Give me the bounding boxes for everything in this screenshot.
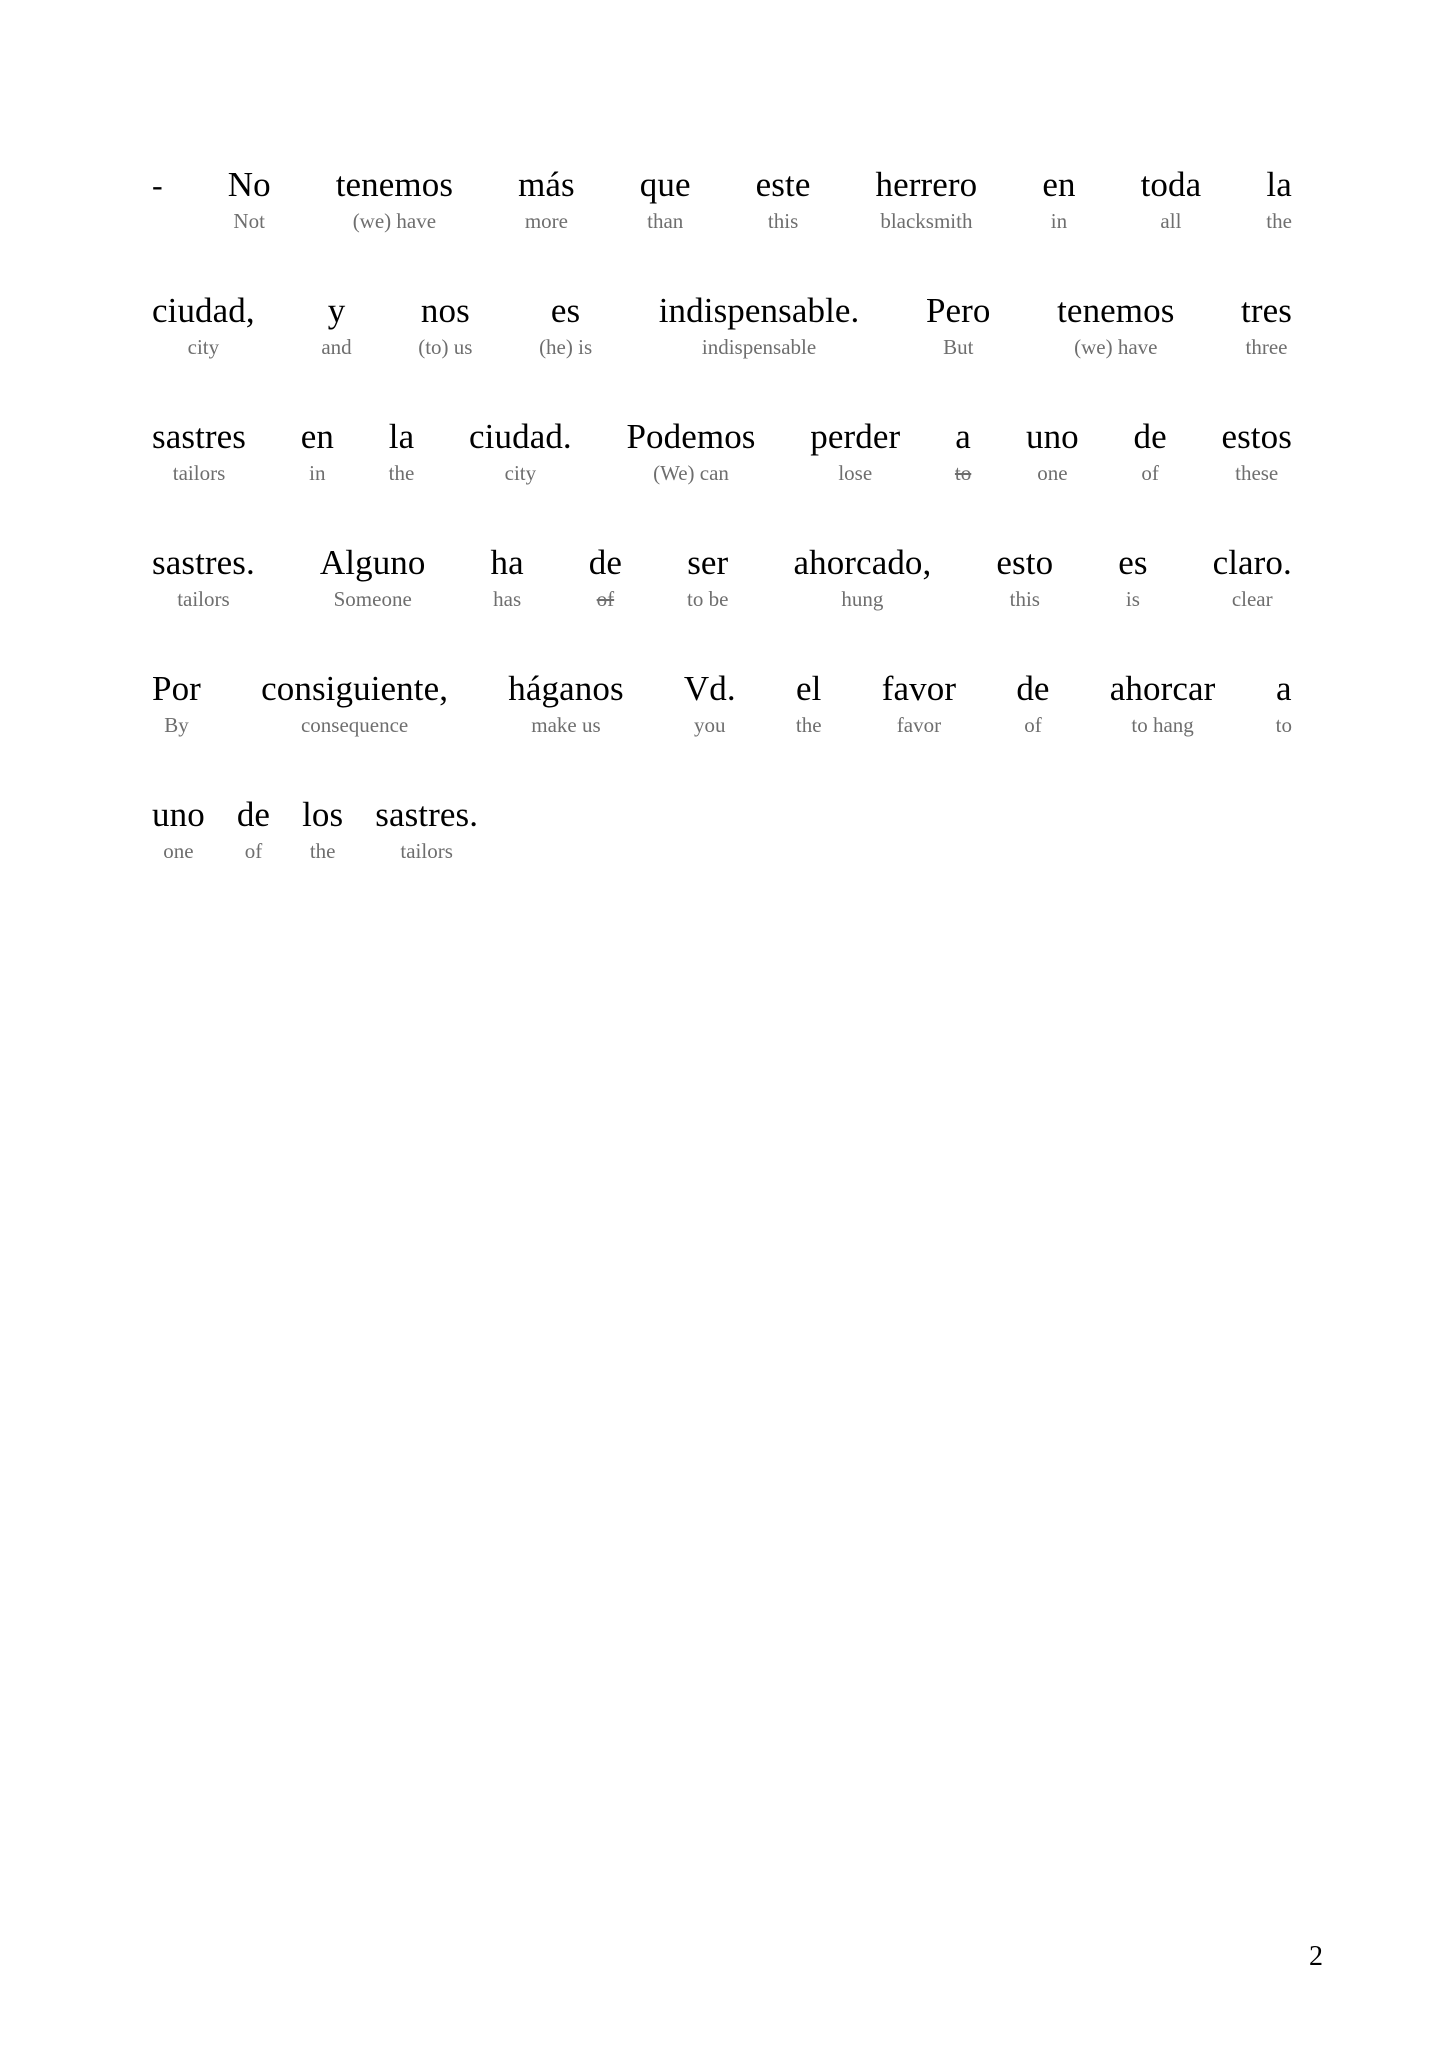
gloss-word: the (388, 461, 415, 485)
gloss-word: tailors (400, 839, 453, 863)
gloss-word-struck: of (596, 587, 615, 611)
gloss-word: But (943, 335, 974, 359)
gloss-word: city (187, 335, 220, 359)
gloss-pair (684, 669, 736, 739)
gloss-word: this (767, 209, 799, 233)
gloss-line (152, 165, 1292, 235)
gloss-word: Not (233, 209, 265, 233)
gloss-word: hung (841, 587, 884, 611)
gloss-pair (626, 417, 755, 487)
gloss-word: these (1235, 461, 1279, 485)
source-word: uno (152, 795, 205, 834)
source-word: consiguiente, (261, 669, 449, 708)
source-word: herrero (875, 165, 978, 204)
page-number: 2 (1309, 1941, 1323, 1972)
dialogue-dash-marker: - (152, 167, 163, 203)
gloss-word: this (1009, 587, 1040, 611)
source-word: los (302, 795, 344, 834)
source-word: No (227, 165, 271, 204)
gloss-word: one (163, 839, 194, 863)
gloss-pair (882, 669, 956, 739)
source-word: ser (687, 543, 729, 582)
gloss-word: you (694, 713, 726, 737)
source-word: de (1133, 417, 1167, 456)
gloss-line (152, 669, 1292, 739)
source-word: estos (1221, 417, 1292, 456)
gloss-pair (955, 417, 971, 487)
gloss-pair (796, 669, 822, 739)
gloss-pair (375, 795, 478, 865)
gloss-word: the (309, 839, 336, 863)
gloss-pair (1110, 669, 1216, 739)
gloss-word: consequence (300, 713, 409, 737)
source-word: el (796, 669, 822, 708)
gloss-word: and (321, 335, 352, 359)
gloss-word: By (164, 713, 189, 737)
gloss-pair (1213, 543, 1292, 613)
gloss-word: in (309, 461, 326, 485)
gloss-pair (237, 795, 270, 865)
gloss-word: (to) us (418, 335, 473, 359)
source-word: Por (152, 669, 201, 708)
gloss-pair (152, 669, 201, 739)
interlinear-gloss-body (152, 165, 1292, 921)
source-word: sastres. (152, 543, 255, 582)
gloss-pair (659, 291, 860, 361)
source-word: ahorcado, (793, 543, 932, 582)
gloss-pair (336, 165, 453, 235)
gloss-pair (1057, 291, 1174, 361)
source-word: que (639, 165, 691, 204)
source-word: esto (996, 543, 1054, 582)
source-word: ha (490, 543, 524, 582)
gloss-pair (539, 291, 592, 361)
source-word: en (1042, 165, 1076, 204)
gloss-pair (508, 669, 623, 739)
gloss-pair (320, 543, 426, 613)
gloss-word: (he) is (539, 335, 593, 359)
gloss-pair (926, 291, 991, 361)
gloss-pair (321, 291, 351, 361)
gloss-pair (1241, 291, 1292, 361)
gloss-pair (1042, 165, 1075, 235)
gloss-line (152, 543, 1292, 613)
source-word: tenemos (335, 165, 454, 204)
source-word: Vd. (683, 669, 736, 708)
gloss-word: make us (531, 713, 601, 737)
gloss-word: tailors (172, 461, 226, 485)
gloss-word: blacksmith (880, 209, 973, 233)
gloss-pair (996, 543, 1053, 613)
source-word: uno (1025, 417, 1079, 456)
source-word: nos (420, 291, 470, 330)
gloss-pair (756, 165, 811, 235)
gloss-pair (469, 417, 572, 487)
gloss-pair (228, 165, 271, 235)
gloss-pair (589, 543, 622, 613)
source-word: ahorcar (1109, 669, 1216, 708)
source-word: de (236, 795, 271, 834)
gloss-word: tailors (177, 587, 230, 611)
gloss-pair (1016, 669, 1049, 739)
source-word: tenemos (1057, 291, 1175, 330)
gloss-word: than (647, 209, 684, 233)
gloss-pair (152, 543, 255, 613)
source-word: perder (810, 417, 901, 456)
source-word: de (1016, 669, 1050, 708)
source-word: favor (881, 669, 957, 708)
gloss-pair (261, 669, 448, 739)
source-word: es (1118, 543, 1148, 582)
source-word: a (955, 417, 971, 456)
gloss-pair (687, 543, 728, 613)
gloss-pair (1141, 165, 1202, 235)
gloss-word: of (1024, 713, 1042, 737)
source-word: Pero (925, 291, 991, 330)
source-word: sastres (152, 417, 247, 456)
gloss-word: favor (896, 713, 942, 737)
gloss-pair (389, 417, 415, 487)
gloss-pair (491, 543, 524, 613)
source-word: y (327, 291, 346, 330)
source-word: más (518, 165, 575, 204)
gloss-pair (152, 291, 255, 361)
source-word: a (1275, 669, 1292, 708)
gloss-line (152, 795, 1292, 865)
gloss-word-struck: to (954, 461, 972, 485)
source-word: ciudad, (152, 291, 255, 330)
source-word: toda (1140, 165, 1202, 204)
gloss-word: of (1141, 461, 1159, 485)
gloss-pair (301, 417, 334, 487)
gloss-word: to be (687, 587, 729, 611)
source-word: claro. (1212, 543, 1292, 582)
gloss-word: three (1245, 335, 1288, 359)
gloss-line (152, 291, 1292, 361)
gloss-word: in (1050, 209, 1068, 233)
gloss-word: the (795, 713, 822, 737)
source-word: tres (1241, 291, 1292, 330)
source-word: en (300, 417, 334, 456)
gloss-pair (302, 795, 343, 865)
gloss-word: one (1037, 461, 1068, 485)
gloss-word: lose (838, 461, 873, 485)
gloss-word: to hang (1131, 713, 1194, 737)
gloss-pair (152, 417, 246, 487)
gloss-word: has (493, 587, 522, 611)
gloss-word: city (504, 461, 537, 485)
gloss-pair (1133, 417, 1166, 487)
source-word: la (388, 417, 415, 456)
gloss-word: all (1160, 209, 1182, 233)
source-word: este (755, 165, 811, 204)
gloss-pair (793, 543, 931, 613)
source-word: háganos (508, 669, 624, 708)
gloss-word: indispensable (701, 335, 817, 359)
gloss-pair (152, 795, 205, 865)
gloss-word: Someone (333, 587, 412, 611)
gloss-pair (1026, 417, 1079, 487)
gloss-word: to (1275, 713, 1292, 737)
gloss-word: (we) have (352, 209, 437, 233)
gloss-word: of (244, 839, 263, 863)
gloss-pair (640, 165, 691, 235)
gloss-pair (1221, 417, 1292, 487)
source-word: sastres. (375, 795, 479, 834)
source-word: la (1266, 165, 1292, 204)
gloss-pair (876, 165, 978, 235)
source-word: ciudad. (469, 417, 572, 456)
source-word: de (588, 543, 623, 582)
gloss-pair (1118, 543, 1147, 613)
source-word: Alguno (319, 543, 426, 582)
gloss-word: is (1125, 587, 1140, 611)
gloss-pair (418, 291, 472, 361)
gloss-pair (1266, 165, 1292, 235)
gloss-word: (we) have (1074, 335, 1158, 359)
source-word: Podemos (626, 417, 756, 456)
gloss-pair (1276, 669, 1292, 739)
gloss-pair (518, 165, 575, 235)
gloss-word: more (524, 209, 568, 233)
source-word: indispensable. (658, 291, 860, 330)
gloss-line (152, 417, 1292, 487)
gloss-pair (810, 417, 900, 487)
gloss-word: clear (1231, 587, 1273, 611)
gloss-word: (We) can (653, 461, 729, 485)
gloss-word: the (1266, 209, 1292, 233)
source-word: es (550, 291, 581, 330)
